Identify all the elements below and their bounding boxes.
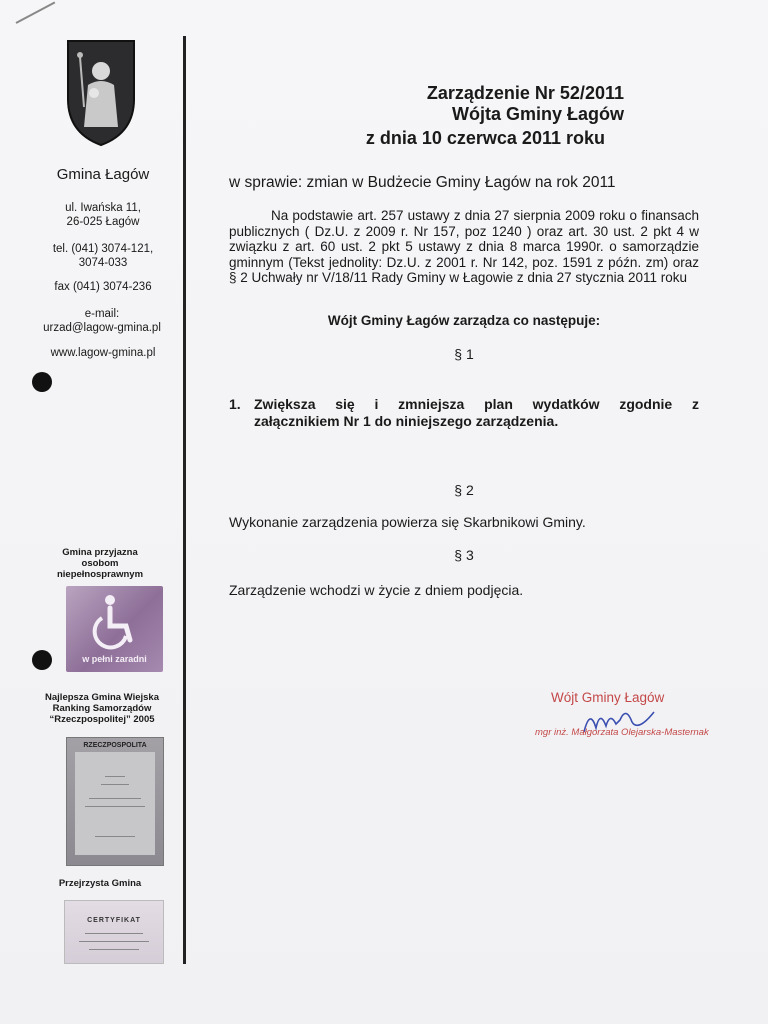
email-address: urzad@lagow-gmina.pl (43, 322, 161, 334)
wheelchair-icon (66, 586, 163, 656)
decree-statement: Wójt Gminy Łagów zarządza co następuje: (327, 313, 601, 328)
document-date: z dnia 10 czerwca 2011 roku (365, 128, 605, 148)
address-line: 26-025 Łagów (66, 216, 140, 228)
address-line: ul. Iwańska 11, (65, 202, 141, 214)
phone-line: tel. (041) 3074-121, (52, 243, 154, 255)
punch-hole (32, 650, 52, 670)
address (28, 201, 178, 229)
email-block (22, 307, 182, 335)
award-ranking-caption (34, 692, 170, 725)
award-accessible-caption (40, 547, 160, 580)
award-line: niepełnosprawnym (56, 569, 144, 580)
section-1-heading: § 1 (454, 346, 474, 362)
certificate-header: RZECZPOSPOLITA (83, 742, 147, 749)
item-text-line: Zwiększa się i zmniejsza plan wydatków zgodnie z (254, 396, 699, 412)
certificate-header: CERTYFIKAT (87, 917, 141, 924)
document-issuer: Wójta Gminy Łagów (451, 104, 624, 124)
transparency-certificate (64, 900, 164, 964)
signature-stamp-name: mgr inż. Małgorzata Olejarska-Masternak (535, 727, 709, 738)
section-1-item (229, 396, 699, 430)
certificate-text-line (89, 798, 141, 799)
badge-label: w pełni zaradni (82, 654, 147, 664)
section-2-heading: § 2 (454, 482, 474, 498)
award-line: osobom (81, 558, 119, 569)
award-line: “Rzeczpospolitej” 2005 (49, 714, 155, 725)
document-title: Zarządzenie Nr 52/2011 (426, 83, 624, 103)
accessibility-badge (66, 586, 163, 672)
certificate-text-line (105, 776, 125, 777)
document-subject: w sprawie: zmian w Budżecie Gminy Łagów na rok 2011 (229, 174, 616, 191)
certificate-text-line (89, 949, 139, 950)
phone-line: 3074-033 (78, 257, 128, 269)
signature-stamp-title: Wójt Gminy Łagów (551, 690, 665, 705)
fax: fax (041) 3074-236 (54, 281, 152, 293)
scan-scratch (16, 1, 56, 23)
certificate-text-line (85, 806, 145, 807)
item-number: 1. (229, 396, 241, 412)
award-line: Najlepsza Gmina Wiejska (45, 692, 159, 703)
municipality-name: Gmina Łagów (56, 166, 150, 183)
vertical-divider (183, 36, 186, 964)
coat-of-arms-icon (66, 37, 136, 149)
phone (28, 242, 178, 270)
award-line: Gmina przyjazna (62, 547, 138, 558)
certificate-text-line (95, 836, 135, 837)
award-transparent-caption: Przejrzysta Gmina (58, 878, 142, 889)
section-3-text: Zarządzenie wchodzi w życie z dniem podjęcia. (229, 582, 524, 598)
section-3-heading: § 3 (454, 547, 474, 563)
certificate-text-line (85, 933, 143, 934)
certificate-body (75, 752, 155, 855)
certificate-text-line (79, 941, 149, 942)
section-2-text: Wykonanie zarządzenia powierza się Skarbnikowi Gminy. (229, 514, 586, 530)
legal-basis: Na podstawie art. 257 ustawy z dnia 27 sierpnia 2009 roku o finansach publicznych ( Dz.U. z 2009 r. Nr 157, poz 1240 ) oraz art. 30 ust. 2 pkt 4 w związku z art. 60 ust. 2 pkt 5 ustawy z dnia 8 marca 1990r. o samorządzie gminnym (Tekst jednolity: Dz.U. z 2001 r. Nr 142, poz. 1591 z późn. zm) oraz § 2 Uchwały nr V/18/11 Rady Gminy w Łagowie z dnia 27 stycznia 2011 roku (229, 208, 699, 285)
website: www.lagow-gmina.pl (50, 347, 156, 359)
email-label: e-mail: (84, 308, 120, 320)
ranking-certificate (66, 737, 164, 866)
item-text-line: załącznikiem Nr 1 do niniejszego zarządzenia. (254, 413, 559, 429)
certificate-text-line (101, 784, 129, 785)
punch-hole (32, 372, 52, 392)
award-line: Ranking Samorządów (52, 703, 152, 714)
